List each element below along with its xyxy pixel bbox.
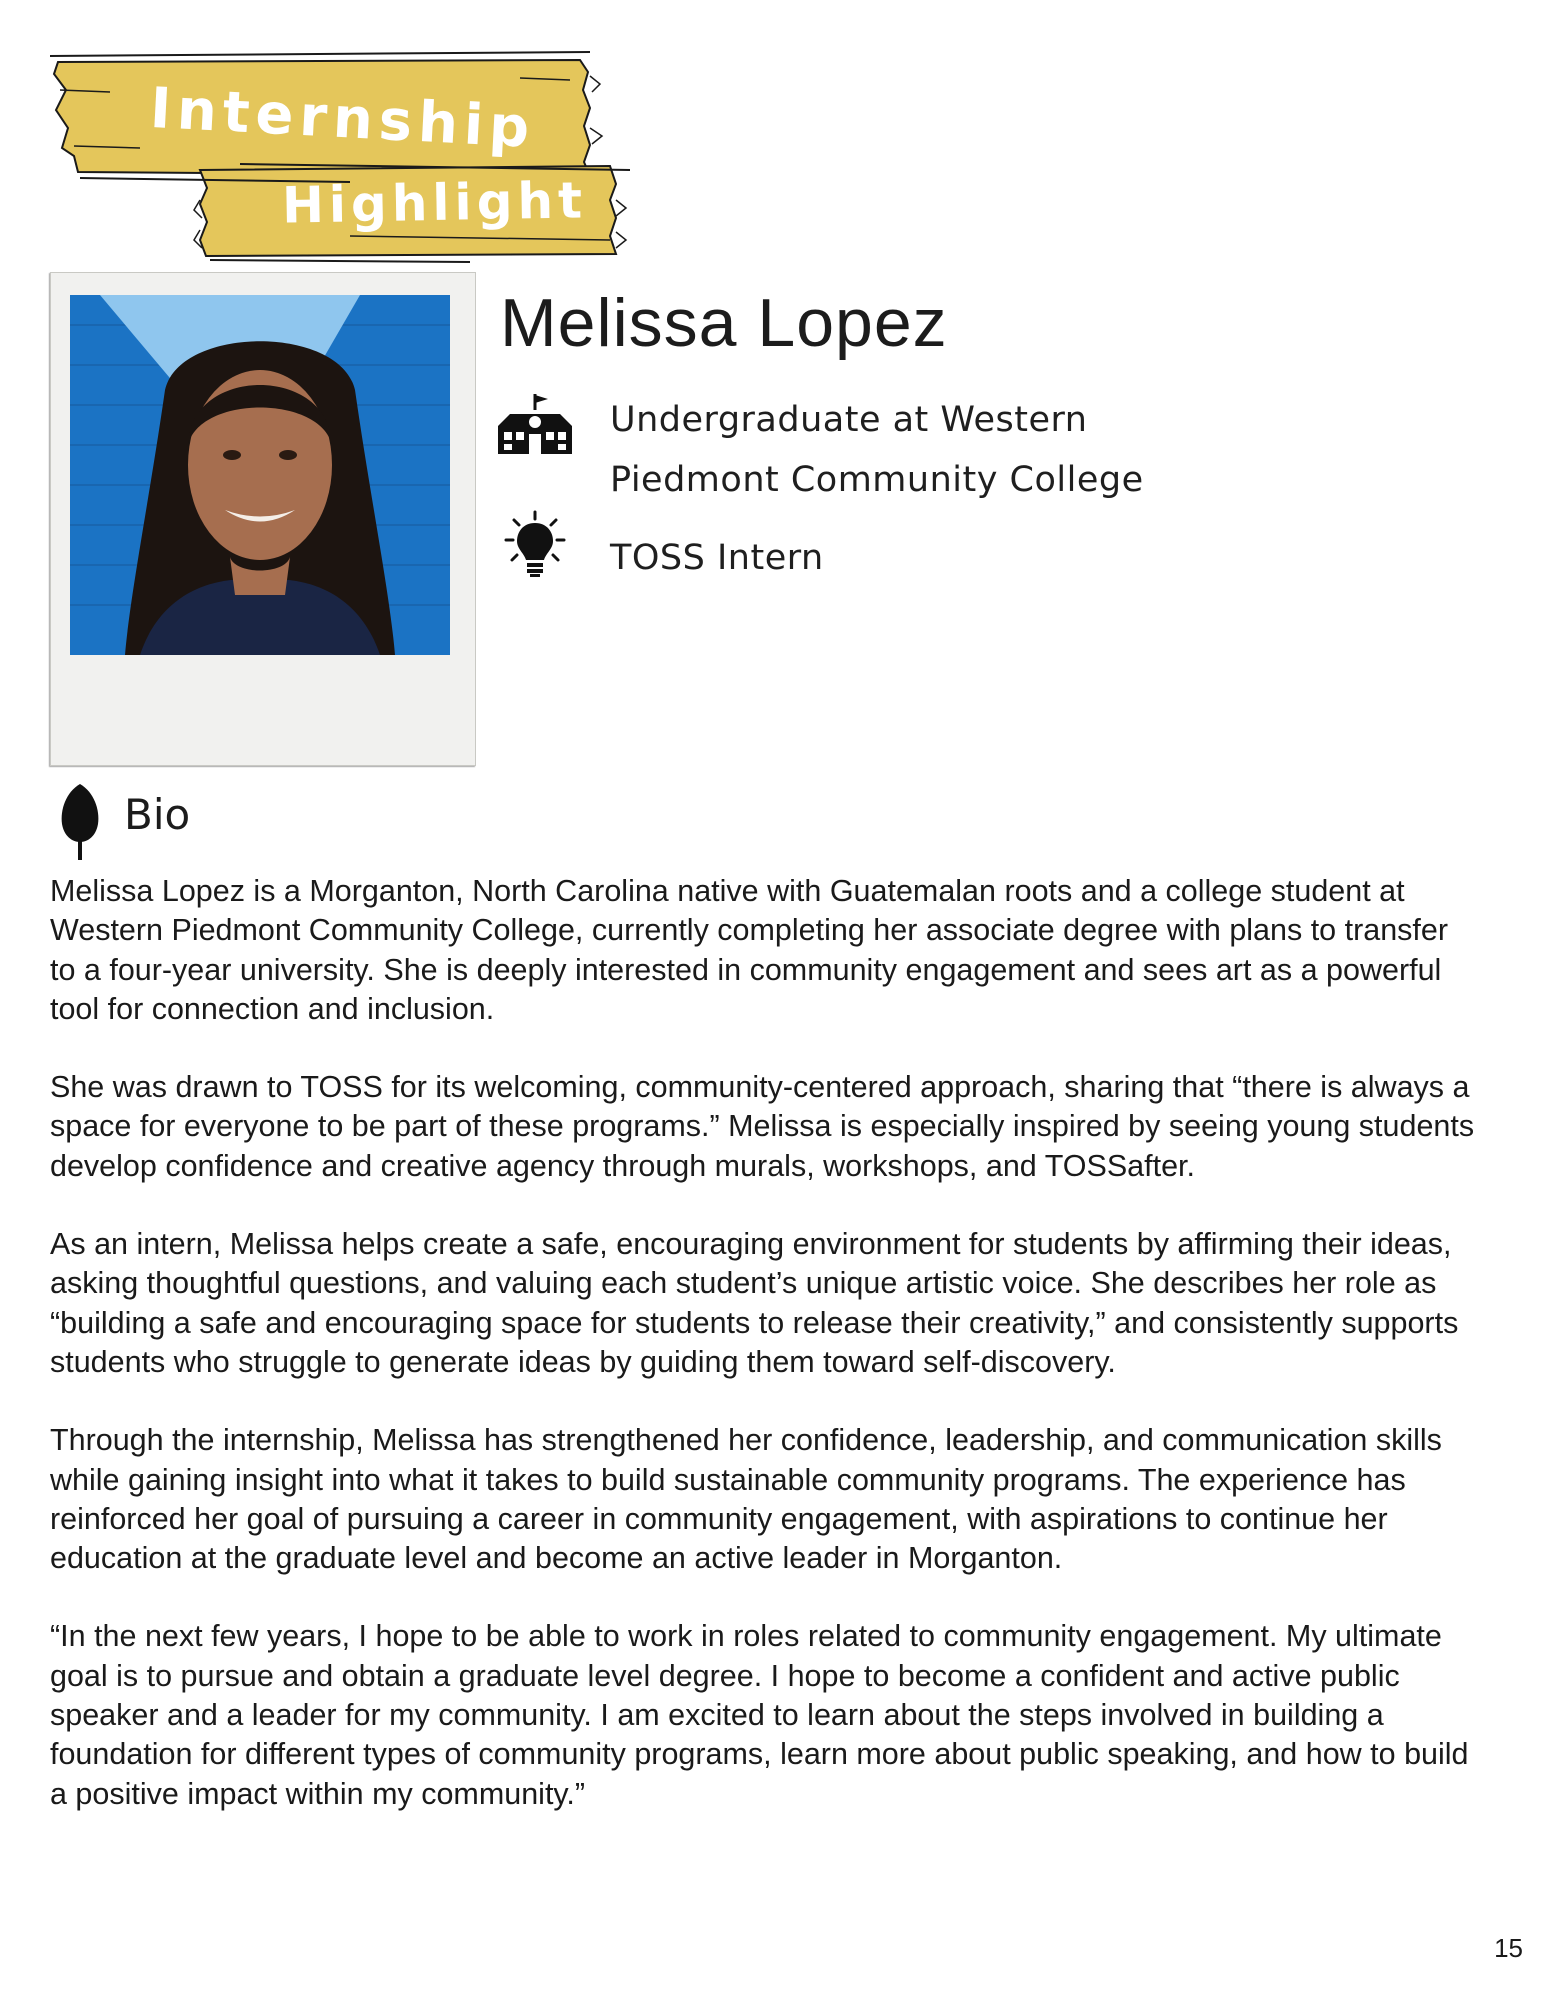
bio-paragraph: She was drawn to TOSS for its welcoming, community-centered approach, sharing that “there is always a space for everyone to be part of these programs.” Melissa is especially inspired by seeing young students develop confidence and creative agency through murals, workshops, and TOSSafter. <box>50 1070 1475 1183</box>
banner-subtitle: Highlight <box>281 171 588 235</box>
bio-paragraph: As an intern, Melissa helps create a safe, encouraging environment for students by affirming their ideas, asking thoughtful questions, and valuing each student’s unique artistic voice. She describes her role as “building a safe and encouraging space for students to release their creativity,” and consistently supports students who struggle to generate ideas by guiding them toward self-discovery. <box>50 1227 1459 1379</box>
bio-paragraph: Melissa Lopez is a Morganton, North Carolina native with Guatemalan roots and a college student at Western Piedmont Community College, currently completing her associate degree with plans to transfer to a four-year university. She is deeply interested in community engagement and sees art as a powerful tool for connection and inclusion. <box>50 874 1449 1026</box>
school-line-1: Undergraduate at Western <box>610 400 1088 440</box>
page-number: 15 <box>1494 1933 1523 1963</box>
bio-paragraph: Through the internship, Melissa has strengthened her confidence, leadership, and communication skills while gaining insight into what it takes to build sustainable community programs. The experience has reinforced her goal of pursuing a career in community engagement, with aspirations to continue her education at the graduate level and become an active leader in Morganton. <box>50 1423 1442 1576</box>
bio-heading: Bio <box>124 790 191 839</box>
internship-highlight-banner <box>50 50 630 272</box>
bio-body <box>50 872 1480 1853</box>
tape-banner-shape <box>50 50 630 272</box>
schoolhouse-icon <box>494 392 576 460</box>
banner-title: Internship <box>148 75 537 162</box>
school-line-2: Piedmont Community College <box>610 460 1144 500</box>
profile-photo <box>70 295 450 655</box>
bio-quote: “In the next few years, I hope to be able to work in roles related to community engagement. My ultimate goal is to pursue and obtain a graduate level degree. I hope to become a confident and active public speaker and a leader for my community. I am excited to learn about the steps involved in building a foundation for different types of community programs, learn more about public speaking, and how to build a positive impact within my community.” <box>50 1619 1469 1811</box>
polaroid-frame <box>50 272 476 766</box>
lightbulb-icon <box>504 510 566 582</box>
tree-icon <box>58 782 102 866</box>
person-name: Melissa Lopez <box>500 285 948 361</box>
role-info: TOSS Intern <box>610 538 824 578</box>
school-info <box>610 390 1144 510</box>
